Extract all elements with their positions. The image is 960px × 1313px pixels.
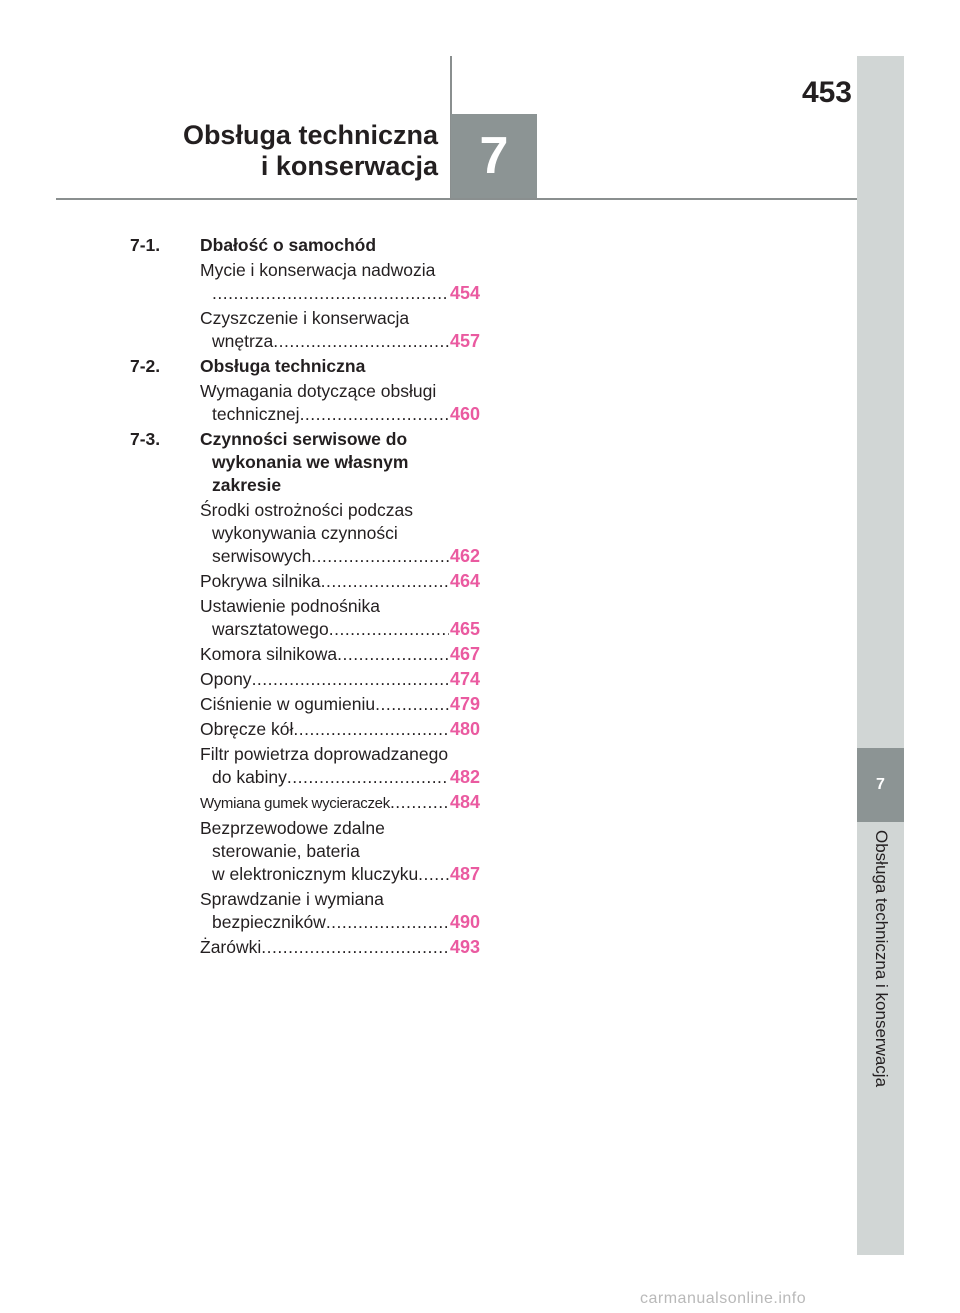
entry-text: warsztatowego: [212, 619, 329, 639]
entry-text: Sprawdzanie i wymiana: [200, 889, 384, 909]
entry-text: wnętrza: [212, 331, 274, 351]
leader-dots: [212, 282, 449, 305]
entry-page-link[interactable]: 490: [449, 912, 480, 932]
toc-entry[interactable]: [200, 643, 480, 666]
entry-text: Opony: [200, 669, 252, 689]
chapter-title: [140, 120, 438, 182]
section-title: [130, 234, 480, 257]
toc-entry[interactable]: [200, 888, 480, 934]
entry-page-link[interactable]: 493: [449, 937, 480, 957]
toc-entry[interactable]: [200, 259, 480, 305]
entry-text: Pokrywa silnika: [200, 571, 321, 591]
entry-text: technicznej: [212, 404, 300, 424]
leader-dots: [321, 570, 449, 593]
entry-page-link[interactable]: 464: [449, 571, 480, 591]
toc-entry[interactable]: [200, 380, 480, 426]
entry-page-link[interactable]: 479: [449, 694, 480, 714]
toc-entry[interactable]: [200, 595, 480, 641]
entry-text: wykonywania czynności: [212, 523, 398, 543]
toc-section-7-1: [130, 234, 480, 257]
entry-page-link[interactable]: 480: [449, 719, 480, 739]
entry-page-link[interactable]: 460: [449, 404, 480, 424]
section-number: 7-3.: [130, 429, 161, 449]
toc-entry[interactable]: [200, 499, 480, 568]
toc-entry[interactable]: [200, 570, 480, 593]
leader-dots: [329, 618, 449, 641]
toc-entry[interactable]: [200, 668, 480, 691]
entry-page-link[interactable]: 487: [449, 864, 480, 884]
leader-dots: [300, 403, 449, 426]
toc-section-7-3: [130, 428, 480, 497]
leader-dots: [375, 693, 449, 716]
entry-text: Czyszczenie i konserwacja: [200, 308, 410, 328]
entry-page-link[interactable]: 454: [449, 283, 480, 303]
leader-dots: [337, 643, 449, 666]
section-title-line: zakresie: [212, 475, 282, 495]
chapter-number-box: 7: [451, 114, 537, 198]
toc-entry[interactable]: [200, 307, 480, 353]
section-title-line: Dbałość o samochód: [200, 235, 377, 255]
sidebar-chapter-tab[interactable]: 7: [857, 748, 904, 822]
entry-text: Ciśnienie w ogumieniu: [200, 694, 376, 714]
entry-page-link[interactable]: 462: [449, 546, 480, 566]
toc-entry[interactable]: [200, 693, 480, 716]
leader-dots: [326, 911, 449, 934]
watermark-text: carmanualsonline.info: [640, 1290, 807, 1307]
section-title-line: Obsługa techniczna: [200, 356, 366, 376]
toc-section-7-2: [130, 355, 480, 378]
page-number: 453: [801, 76, 852, 109]
leader-dots: [287, 766, 449, 789]
entry-text: Mycie i konserwacja nadwozia: [200, 260, 436, 280]
entry-text: bezpieczników: [212, 912, 326, 932]
entry-text: Wymagania dotyczące obsługi: [200, 381, 437, 401]
section-title: [130, 428, 480, 497]
header-horizontal-rule: [56, 198, 858, 200]
entry-text: serwisowych: [212, 546, 312, 566]
entry-page-link[interactable]: 467: [449, 644, 480, 664]
entry-page-link[interactable]: 474: [449, 669, 480, 689]
section-number: 7-1.: [130, 235, 161, 255]
entry-text: Ustawienie podnośnika: [200, 596, 380, 616]
toc-entry[interactable]: [200, 743, 480, 789]
entry-text: Komora silnikowa: [200, 644, 338, 664]
entry-text: Obręcze kół: [200, 719, 294, 739]
toc-entry[interactable]: [200, 791, 480, 815]
entry-page-link[interactable]: 484: [449, 792, 480, 812]
leader-dots: [252, 668, 449, 691]
entry-text: do kabiny: [212, 767, 287, 787]
toc-entry[interactable]: [200, 936, 480, 959]
toc-entry[interactable]: [200, 718, 480, 741]
section-title-line: Czynności serwisowe do: [200, 429, 408, 449]
leader-dots: [273, 330, 449, 353]
chapter-title-line2: i konserwacja: [260, 151, 438, 181]
entry-text: Wymiana gumek wycieraczek: [200, 795, 390, 812]
section-title: [130, 355, 480, 378]
leader-dots: [311, 545, 449, 568]
entry-page-link[interactable]: 482: [449, 767, 480, 787]
entry-text: Żarówki: [200, 937, 262, 957]
leader-dots: [390, 791, 449, 814]
sidebar-chapter-label: Obsługa techniczna i konserwacja: [872, 830, 891, 1088]
entry-page-link[interactable]: 457: [449, 331, 480, 351]
section-title-line: wykonania we własnym: [212, 452, 409, 472]
leader-dots: [418, 863, 449, 886]
entry-text: Środki ostrożności podczas: [200, 500, 414, 520]
entry-text: Filtr powietrza doprowadzanego: [200, 744, 449, 764]
entry-text: sterowanie, bateria: [212, 841, 360, 861]
leader-dots: [293, 718, 449, 741]
entry-text: w elektronicznym kluczyku: [212, 864, 419, 884]
leader-dots: [261, 936, 449, 959]
table-of-contents: [130, 234, 480, 961]
toc-entry[interactable]: [200, 817, 480, 886]
entry-page-link[interactable]: 465: [449, 619, 480, 639]
section-number: 7-2.: [130, 356, 161, 376]
chapter-title-line1: Obsługa techniczna: [182, 120, 438, 150]
entry-text: Bezprzewodowe zdalne: [200, 818, 385, 838]
